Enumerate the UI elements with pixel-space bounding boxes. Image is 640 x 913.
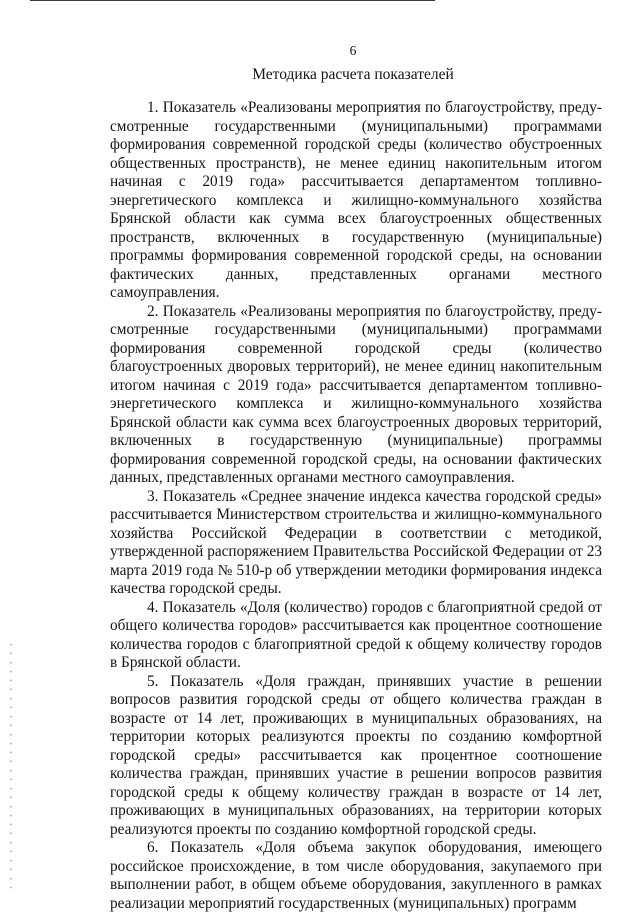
- page-title: Методика расчета показателей: [252, 66, 454, 83]
- document-body: [110, 99, 602, 913]
- paragraph-indicator-1: 1. Показатель «Реализованы мероприятия по благоустройству, предусмотренные государственными (муниципальными) программами формирования современной городской среды (количество обустроенных общественных пространств), не менее единиц накопительным итогом начиная с 2019 года» рассчитывается департаментом топливно-энергетического комплекса и жилищно-коммунального хозяйства Брянской области как сумма всех благоустроенных общественных пространств, включенных в государственную (муниципальные) программы формирования современной городской среды, на основании фактических данных, представленных органами местного самоуправления.: [110, 99, 602, 301]
- scan-edge-line: [30, 0, 435, 1]
- scan-margin-dots: [10, 640, 12, 895]
- paragraph-indicator-3: 3. Показатель «Среднее значение индекса качества городской среды» рассчитывается Министерством строительства и жилищно-коммунального хозяйства Российской Федерации в соответствии с методикой, утвержденной распоряжением Правительства Российской Федерации от 23 марта 2019 года № 510-р об утверждении методики формирования индекса качества городской среды.: [110, 487, 602, 597]
- paragraph-indicator-6: 6. Показатель «Доля объема закупок оборудования, имеющего российское происхождение, в том числе оборудования, закупаемого при выполнении работ, в общем объеме оборудования, закупленного в рамках реализации мероприятий государственных (муниципальных) программ: [110, 839, 602, 912]
- paragraph-indicator-2: 2. Показатель «Реализованы мероприятия по благоустройству, предусмотренные государственными (муниципальными) программами формирования современной городской среды (количество благоустроенных дворовых территорий), не менее единиц накопительным итогом начиная с 2019 года» рассчитывается департаментом топливно-энергетического комплекса и жилищно-коммунального хозяйства Брянской области как сумма всех благоустроенных дворовых территорий, включенных в государственную (муниципальные) программы формирования современной городской среды, на основании фактических данных, представленных органами местного самоуправления.: [110, 302, 602, 486]
- paragraph-indicator-5: 5. Показатель «Доля граждан, принявших участие в решении вопросов развития городской среды от общего количества граждан в возрасте от 14 лет, проживающих в муниципальных образованиях, на территории которых реализуются проекты по созданию комфортной городской среды» рассчитывается как процентное соотношение количества граждан, принявших участие в решении вопросов развития городской среды к общему количеству граждан в возрасте от 14 лет, проживающих в муниципальных образованиях, на территории которых реализуются проекты по созданию комфортной городской среды.: [110, 672, 602, 838]
- paragraph-indicator-4: 4. Показатель «Доля (количество) городов с благоприятной средой от общего количества городов» рассчитывается как процентное соотношение количества городов с благоприятной средой к общему количеству городов в Брянской области.: [110, 598, 602, 671]
- page-number: 6: [349, 43, 357, 58]
